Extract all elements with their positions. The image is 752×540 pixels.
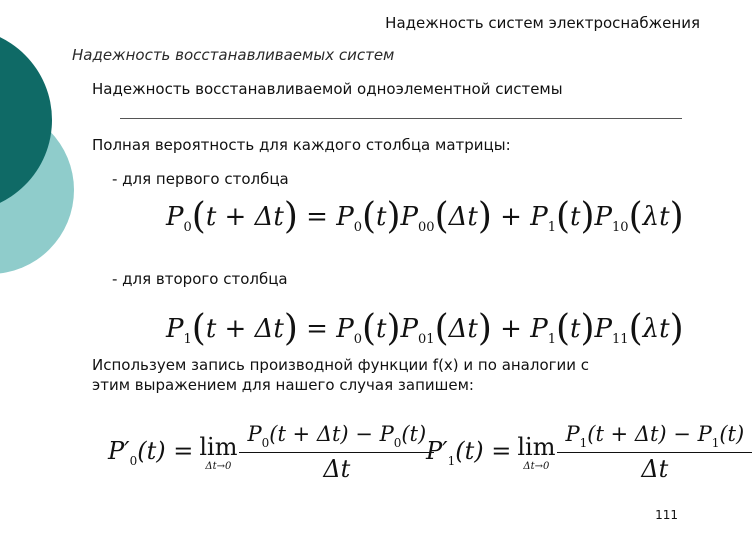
course-title: Надежность систем электроснабжения — [385, 14, 700, 32]
formula-second-column: $P_1(t + \Delta t) = P_0(t)P_{01}(\Delta t) + P_1(t)P_{11}(\lambda t)$ — [166, 308, 684, 349]
first-column-label: - для первого столбца — [112, 170, 289, 188]
section-title: Надежность восстанавливаемой одноэлементной системы — [92, 80, 563, 98]
derivative-note-line2: этим выражением для нашего случая запишем: — [92, 376, 474, 394]
derivative-note-line1: Используем запись производной функции f(x) и по аналогии с — [92, 356, 590, 374]
formula-derivative-p0: $P'_0(t)$ = lim Δt→0 $\frac{P_0(t + \Delta t) - P_0(t)}{\Delta t}$ — [108, 422, 430, 483]
page-number: 111 — [655, 508, 678, 522]
slide-subtitle: Надежность восстанавливаемых систем — [72, 46, 395, 64]
formula-first-column: $P_0(t + \Delta t) = P_0(t)P_{00}(\Delta t) + P_1(t)P_{10}(\lambda t)$ — [166, 196, 684, 237]
formula-derivative-p1: $P'_1(t)$ = lim Δt→0 $\frac{P_1(t + \Delta t) - P_1(t)}{\Delta t}$ — [426, 422, 748, 483]
intro-text: Полная вероятность для каждого столбца матрицы: — [92, 136, 511, 154]
divider-line — [120, 118, 682, 119]
second-column-label: - для второго столбца — [112, 270, 288, 288]
